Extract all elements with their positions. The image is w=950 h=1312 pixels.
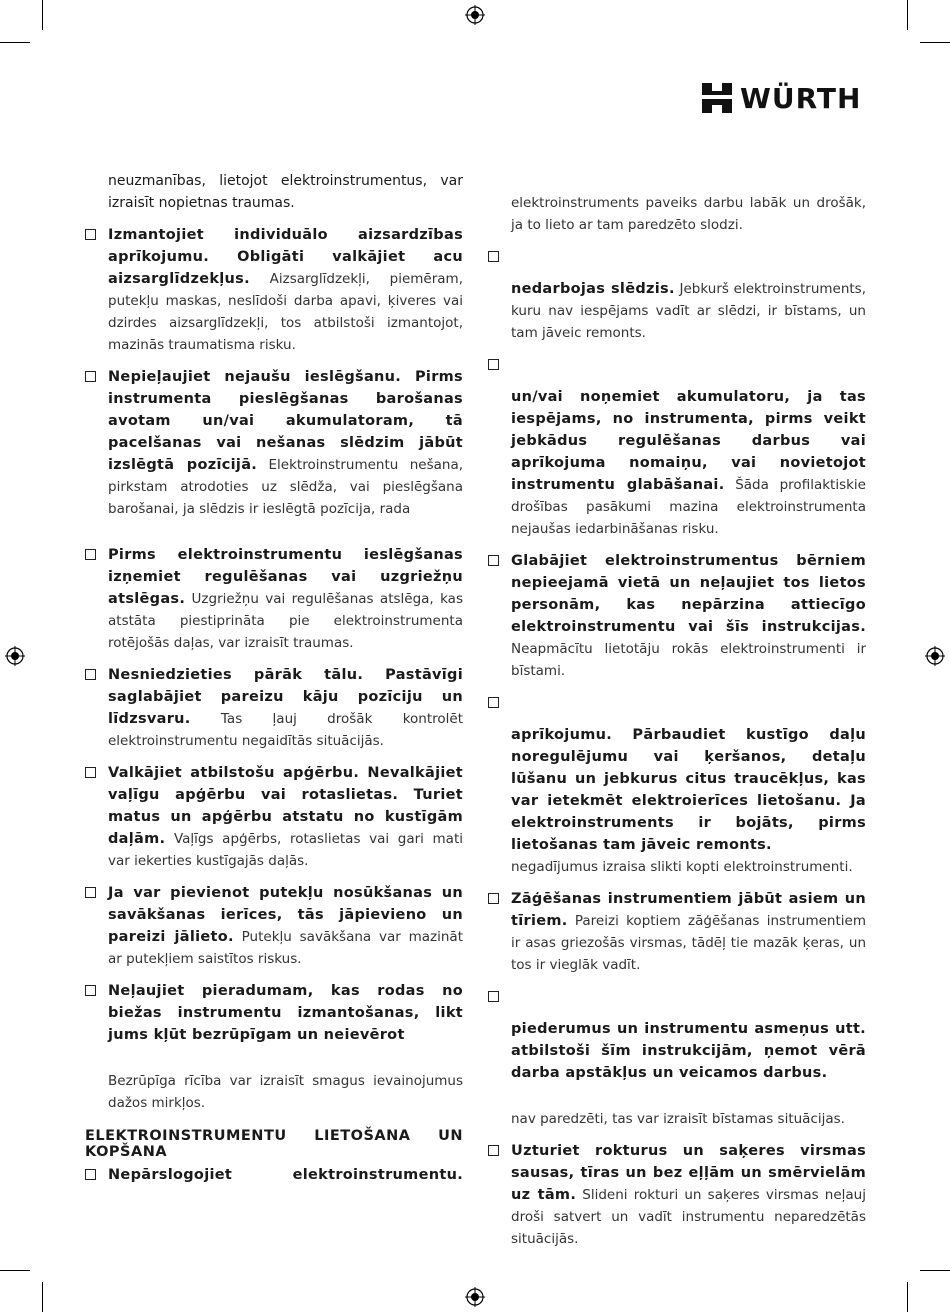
list-item: Izmantojiet individuālo aizsardzības aprīkojumu. Obligāti valkājiet acu aizsarglīdzekļus. Aizsarglīdzekļi, piemēram, putekļu maskas, neslīdoši darba apavi, ķiveres vai dzirdes aizsarglīdzekļi, tos atbilstoši izmantojot, mazinās traumatisma risku. [85, 224, 463, 356]
crop-mark-top-left-h [0, 42, 30, 43]
list-item: Pirms elektroinstrumentu ieslēgšanas izņemiet regulēšanas vai uzgriežņu atslēgas. Uzgriežņu vai regulēšanas atslēga, kas atstāta piestiprināta pie elektroinstrumenta rotējošās daļas, var izraisīt traumas. [85, 544, 463, 654]
list-item: Nepārslogojiet elektroinstrumentu. [85, 1164, 463, 1186]
checkbox-icon [85, 371, 96, 382]
list-item: Neļaujiet pieradumam, kas rodas no biežas instrumentu izmantošanas, likt jums kļūt bezrūpīgam un neievērot [85, 980, 463, 1046]
list-item: aprīkojumu. Pārbaudiet kustīgo daļu noregulējumu vai ķeršanos, detaļu lūšanu un jebkurus citus traucēkļus, kas var ietekmēt elektroierīces lietošanu. Ja elektroinstruments ir bojāts, pirms lietošanas tam jāveic remonts. [511, 727, 866, 853]
list-item: un/vai noņemiet akumulatoru, ja tas iespējams, no instrumenta, pirms veikt jebkādus regulēšanas darbus vai aprīkojuma nomaiņu, vai novietojot instrumentu glabāšanai. Šāda profilaktiskie drošības pasākumi mazina elektroinstrumenta nejaušas iedarbināšanas risku. [511, 389, 866, 537]
checkbox-icon [488, 555, 499, 566]
registration-mark-right-icon [925, 646, 945, 666]
registration-mark-top-icon [465, 5, 485, 25]
list-item-empty [488, 354, 866, 376]
checkbox-icon [85, 767, 96, 778]
list-item: Zāģēšanas instrumentiem jābūt asiem un tīriem. Pareizi koptiem zāģēšanas instrumentiem ir asas griezošās virsmas, tādēļ tie mazāk ķeras, un tos ir vieglāk vadīt. [488, 888, 866, 976]
list-item: Glabājiet elektroinstrumentus bērniem nepieejamā vietā un neļaujiet tos lietos personām, kas nepārzina attiecīgo elektroinstrumentu vai šīs instrukcijas. Neapmācītu lietotāju rokās elektroinstrumenti ir bīstami. [488, 550, 866, 682]
right-intro: elektroinstruments paveiks darbu labāk un drošāk, ja to lieto ar tam paredzēto slodzi. [511, 195, 866, 233]
crop-mark-bottom-left [42, 1282, 43, 1312]
pieder-note: nav paredzēti, tas var izraisīt bīstamas situācijas. [511, 1111, 845, 1127]
aprik-note: negadījumus izraisa slikti kopti elektroinstrumenti. [511, 859, 853, 875]
section-heading: ELEKTROINSTRUMENTU LIETOŠANA UN KOPŠANA [85, 1128, 463, 1160]
registration-mark-left-icon [5, 646, 25, 666]
crop-mark-bottom-right-h [920, 1270, 950, 1271]
list-item: Uzturiet rokturus un saķeres virsmas sausas, tīras un bez eļļām un smērvielām uz tām. Slideni rokturi un saķeres virsmas neļauj droši satvert un vadīt instrumentu neparedzētās situācijās. [488, 1140, 866, 1250]
checkbox-icon [85, 985, 96, 996]
checkbox-icon [488, 893, 499, 904]
list-item: Ja var pievienot putekļu nosūkšanas un savākšanas ierīces, tās jāpievieno un pareizi jālieto. Putekļu savākšana var mazināt ar putekļiem saistītos riskus. [85, 882, 463, 970]
wurth-logo-mark-icon [700, 81, 734, 115]
checkbox-icon [488, 251, 499, 262]
checkbox-icon [488, 359, 499, 370]
checkbox-icon [488, 991, 499, 1002]
logo-text: WÜRTH [740, 81, 862, 115]
list-item: Valkājiet atbilstošu apģērbu. Nevalkājiet vaļīgu apģērbu vai rotaslietas. Turiet matus un apģērbu atstatu no kustīgām daļām. Vaļīgs apģērbs, rotaslietas vai gari mati var iekerties kustīgajās daļās. [85, 762, 463, 872]
crop-mark-bottom-right [907, 1282, 908, 1312]
list-item-empty [488, 986, 866, 1008]
checkbox-icon [85, 887, 96, 898]
checkbox-icon [488, 697, 499, 708]
wurth-logo [700, 80, 861, 116]
list-item-empty [488, 246, 866, 268]
crop-mark-top-left [42, 0, 43, 30]
left-outro: Bezrūpīga rīcība var izraisīt smagus ievainojumus dažos mirkļos. [108, 1073, 463, 1111]
crop-mark-top-right-h [920, 42, 950, 43]
checkbox-icon [488, 1145, 499, 1156]
crop-mark-bottom-left-h [0, 1270, 30, 1271]
left-column [85, 170, 463, 1196]
checkbox-icon [85, 1169, 96, 1180]
list-item: Nepieļaujiet nejaušu ieslēgšanu. Pirms instrumenta pieslēgšanas barošanas avotam un/vai akumulatoram, tā pacelšanas vai nešanas slēdzim jābūt izslēgtā pozīcijā. Elektroinstrumentu nešana, pirkstam atrodoties uz slēdža, vai pieslēgšana barošanai, ja slēdzis ir ieslēgtā pozīcija, rada [85, 366, 463, 520]
registration-mark-bottom-icon [465, 1287, 485, 1307]
list-item: nedarbojas slēdzis. Jebkurš elektroinstruments, kuru nav iespējams vadīt ar slēdzi, ir bīstams, un tam jāveic remonts. [511, 281, 866, 341]
checkbox-icon [85, 549, 96, 560]
checkbox-icon [85, 229, 96, 240]
crop-mark-top-right [907, 0, 908, 30]
checkbox-icon [85, 669, 96, 680]
left-intro: neuzmanības, lietojot elektroinstrumentus, var izraisīt nopietnas traumas. [108, 173, 463, 211]
list-item: Nesniedzieties pārāk tālu. Pastāvīgi saglabājiet pareizu kāju pozīciju un līdzsvaru. Tas ļauj drošāk kontrolēt elektroinstrumentu negaidītās situācijās. [85, 664, 463, 752]
list-item-empty [488, 692, 866, 714]
right-column [488, 192, 866, 1260]
list-item: piederumus un instrumentu asmeņus utt. atbilstoši šīm instrukcijām, ņemot vērā darba apstākļus un veicamos darbus. [511, 1021, 866, 1081]
